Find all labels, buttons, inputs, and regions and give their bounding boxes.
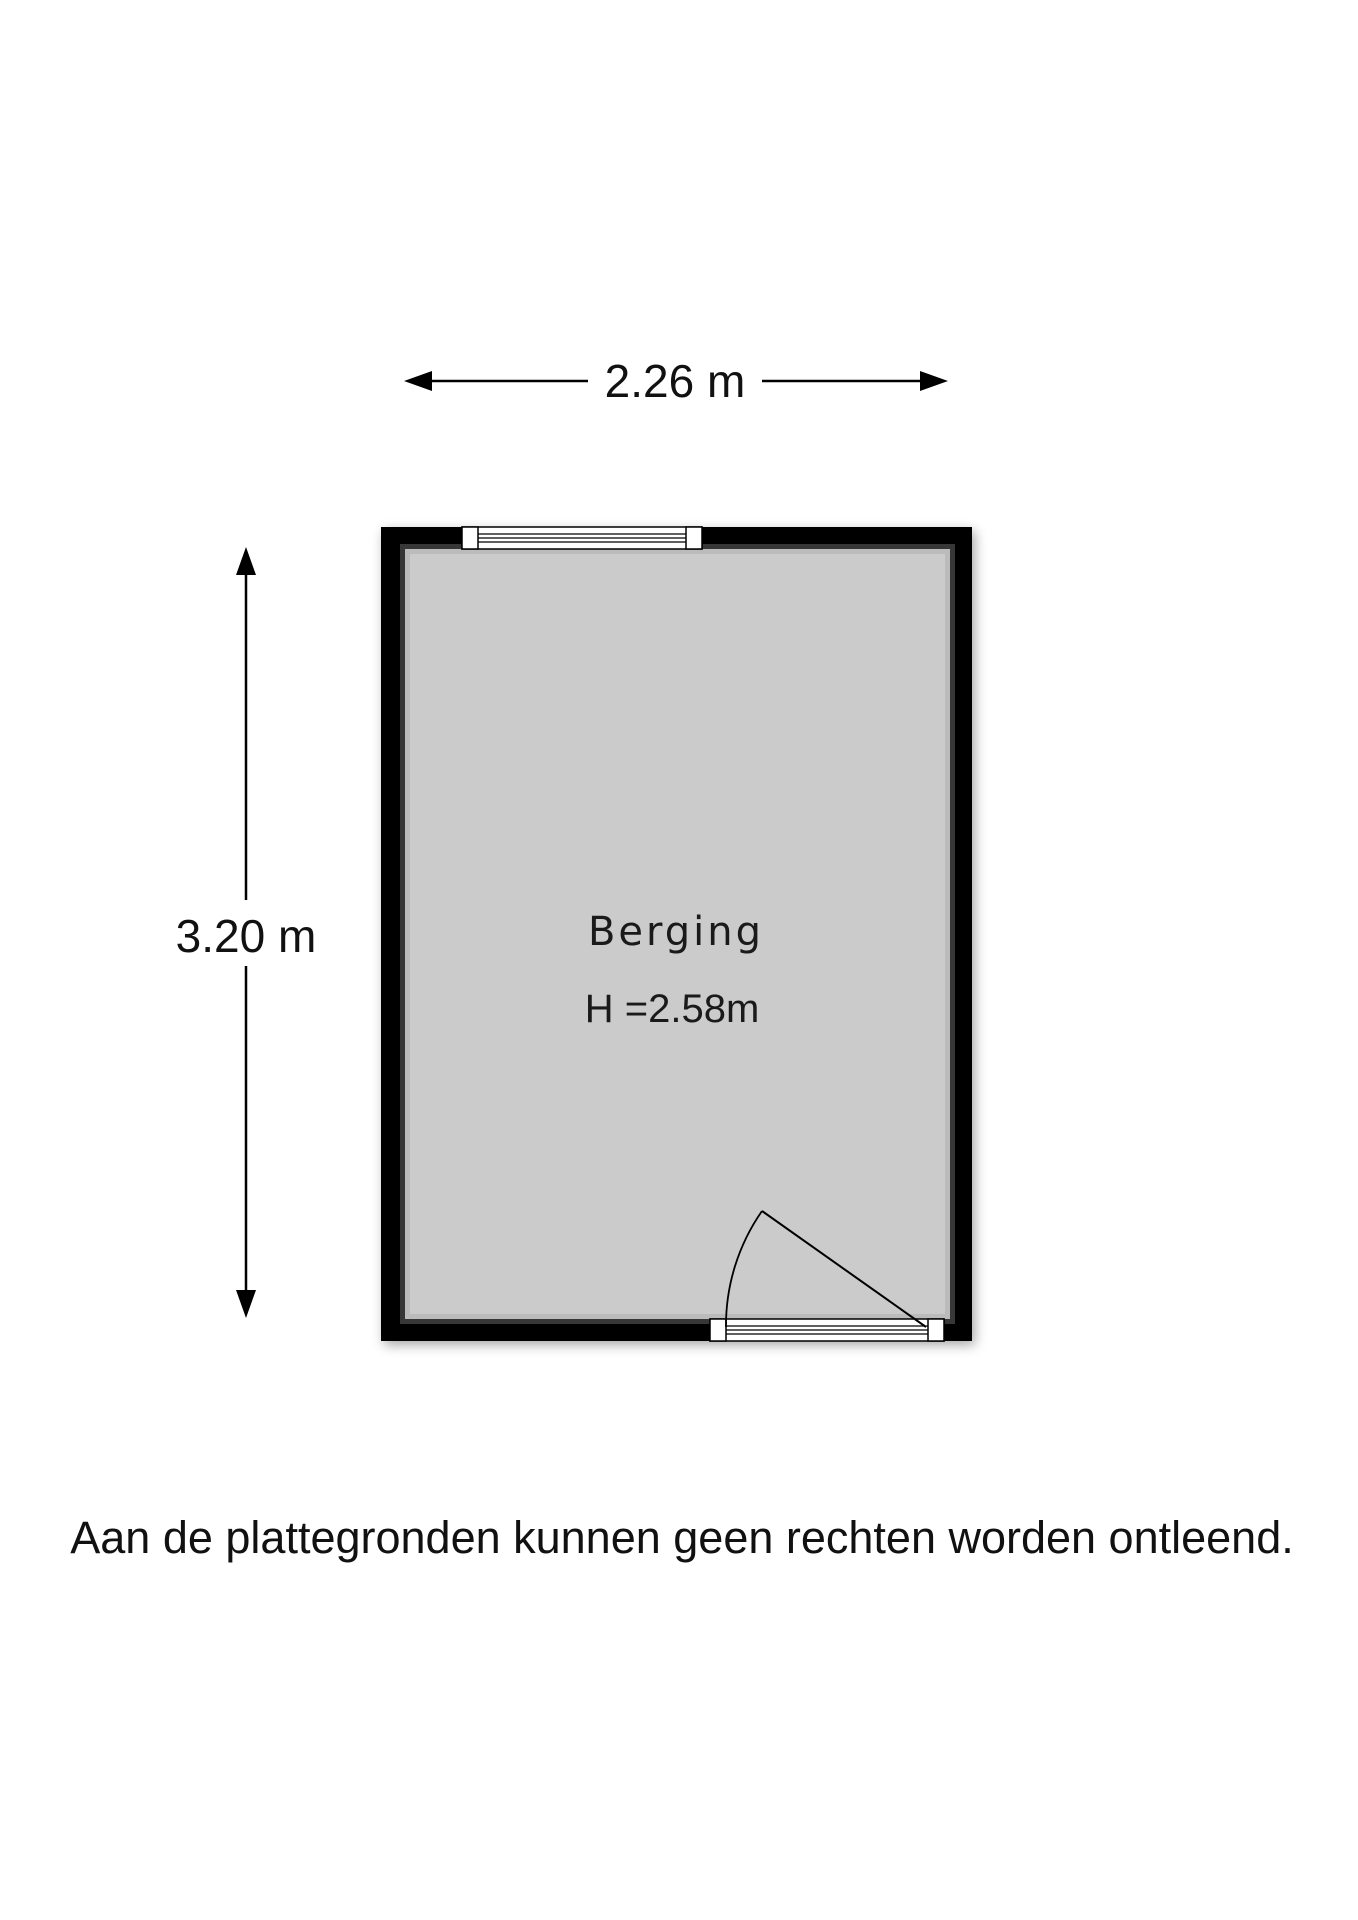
room-ceiling-height: H =2.58m: [584, 987, 760, 1031]
room-name: Berging: [587, 909, 765, 955]
width-dimension: [404, 355, 948, 407]
room-berging: [381, 527, 972, 1341]
disclaimer-text: Aan de plattegronden kunnen geen rechten worden ontleend.: [70, 1512, 1294, 1563]
window-top: [462, 527, 702, 549]
arrow-right-icon: [920, 371, 948, 391]
height-label: 3.20 m: [175, 910, 317, 962]
arrow-left-icon: [404, 371, 432, 391]
arrow-down-icon: [236, 1290, 256, 1318]
arrow-up-icon: [236, 547, 256, 575]
height-dimension: [176, 547, 317, 1318]
width-label: 2.26 m: [604, 355, 746, 407]
